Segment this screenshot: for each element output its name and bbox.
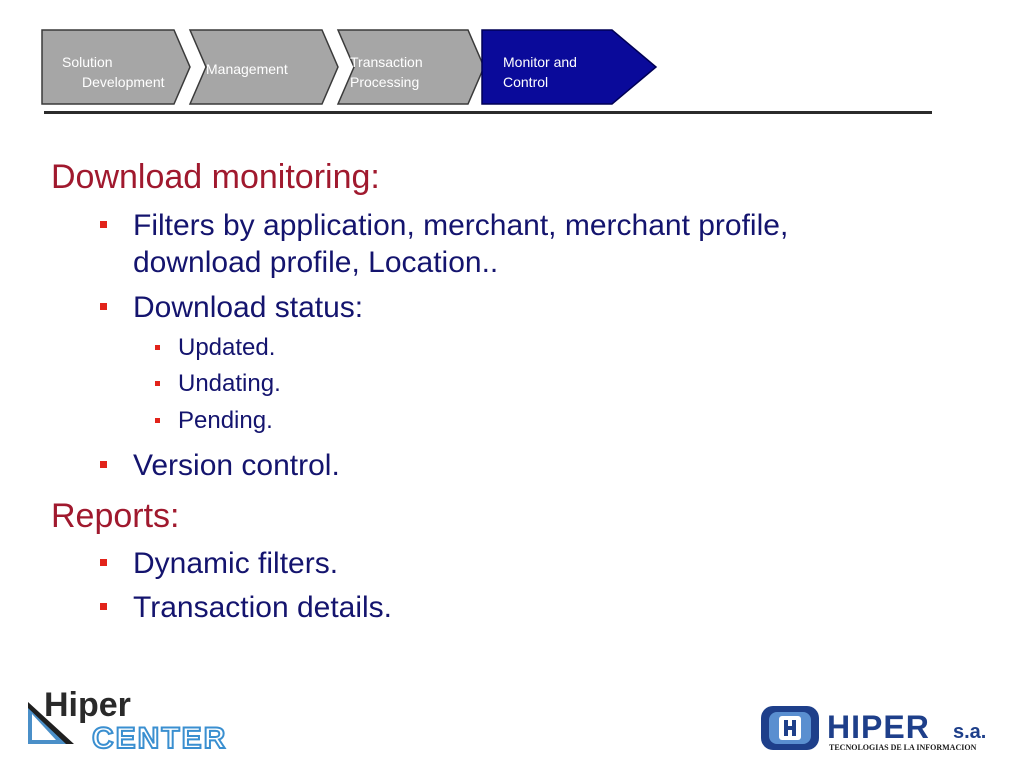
sub-bullet-marker bbox=[155, 418, 160, 423]
logo-text-hiper: Hiper bbox=[44, 686, 131, 724]
bullet-text: Version control. bbox=[133, 449, 340, 482]
hiper-center-logo-mark bbox=[22, 684, 262, 754]
step-label-line2: Development bbox=[82, 74, 165, 90]
bullet-marker bbox=[100, 559, 107, 566]
step-label-line2: Control bbox=[503, 74, 549, 90]
step-monitor-control[interactable] bbox=[503, 52, 633, 130]
step-label-line1: Transaction bbox=[350, 54, 423, 70]
hiper-sa-logo bbox=[757, 700, 1007, 760]
hiper-sa-logo-mark bbox=[757, 700, 1007, 760]
step-label-line2: Processing bbox=[350, 74, 420, 90]
bullet-text: Filters by application, merchant, merchant profile, download profile, Location.. bbox=[133, 209, 789, 279]
bullet-marker bbox=[100, 603, 107, 610]
bullet-text: Transaction details. bbox=[133, 591, 393, 624]
bullet-text: Dynamic filters. bbox=[133, 547, 339, 580]
section-title-download-monitoring: Download monitoring: bbox=[51, 158, 380, 196]
logo-text-sa: s.a. bbox=[953, 721, 987, 743]
bullet-marker bbox=[100, 303, 107, 310]
bullet-marker bbox=[100, 461, 107, 468]
sub-bullet-text: Undating. bbox=[178, 370, 281, 397]
step-transaction-processing[interactable] bbox=[350, 52, 480, 130]
step-management[interactable] bbox=[206, 59, 336, 137]
sub-bullet-text: Pending. bbox=[178, 407, 273, 434]
step-solution-development[interactable] bbox=[62, 52, 202, 130]
sub-bullet-text: Updated. bbox=[178, 334, 276, 361]
logo-text-hiper: HIPER bbox=[827, 709, 930, 745]
section-title-reports: Reports: bbox=[51, 497, 180, 535]
bullet-marker bbox=[100, 221, 107, 228]
logo-tagline: TECNOLOGIAS DE LA INFORMACION bbox=[829, 743, 977, 752]
bullet-text: Download status: bbox=[133, 291, 364, 324]
header-divider bbox=[44, 111, 932, 114]
sub-bullet-marker bbox=[155, 381, 160, 386]
step-label-line1: Management bbox=[206, 61, 288, 77]
process-chevron-bar bbox=[40, 28, 660, 108]
sub-bullet-marker bbox=[155, 345, 160, 350]
logo-text-center: CENTER bbox=[92, 722, 228, 754]
step-label-line1: Solution bbox=[62, 54, 113, 70]
hiper-center-logo bbox=[22, 684, 262, 754]
step-label-line1: Monitor and bbox=[503, 54, 577, 70]
